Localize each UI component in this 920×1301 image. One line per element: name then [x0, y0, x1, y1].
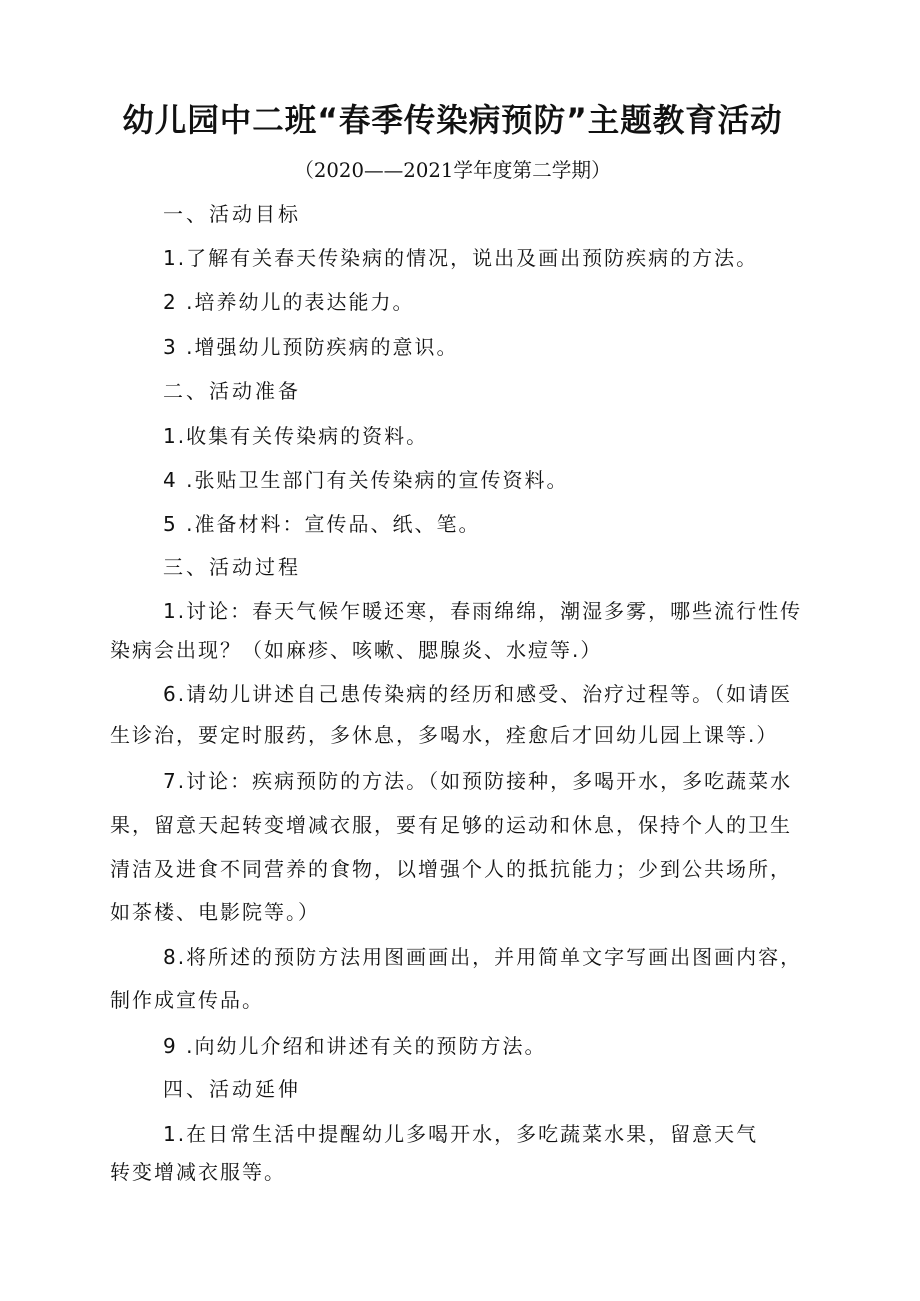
section-heading-extension: 四、活动延伸 [163, 1077, 301, 1101]
process-item-3-line-4: 如茶楼、电影院等。） [110, 900, 320, 924]
process-item-3-line-1: 7.讨论：疾病预防的方法。（如预防接种，多喝开水，多吃蔬菜水 [163, 769, 793, 793]
extension-item-1-line-2: 转变增减衣服等。 [110, 1160, 286, 1184]
process-item-1-line-1: 1.讨论：春天气候乍暖还寒，春雨绵绵，潮湿多雾，哪些流行性传 [163, 599, 803, 623]
document-subtitle: （2020——2021学年度第二学期） [294, 158, 611, 182]
goal-item-1: 1.了解有关春天传染病的情况，说出及画出预防疾病的方法。 [163, 246, 759, 270]
prep-item-2: 4 .张贴卫生部门有关传染病的宣传资料。 [163, 468, 569, 492]
process-item-3-line-2: 果，留意天起转变增减衣服，要有足够的运动和休息，保持个人的卫生 [110, 813, 792, 837]
process-item-1-line-2: 染病会出现？（如麻疹、咳嗽、腮腺炎、水痘等.） [110, 638, 603, 662]
process-item-2-line-2: 生诊治，要定时服药，多休息，多喝水，痊愈后才回幼儿园上课等.） [110, 723, 779, 747]
section-heading-process: 三、活动过程 [163, 555, 301, 579]
document-title: 幼儿园中二班“春季传染病预防”主题教育活动 [122, 101, 783, 139]
process-item-4-line-1: 8.将所述的预防方法用图画画出，并用简单文字写画出图画内容， [163, 945, 803, 969]
section-heading-goals: 一、活动目标 [163, 202, 301, 226]
process-item-2-line-1: 6.请幼儿讲述自己患传染病的经历和感受、治疗过程等。（如请医 [163, 682, 793, 706]
prep-item-3: 5 .准备材料：宣传品、纸、笔。 [163, 512, 481, 536]
process-item-4-line-2: 制作成宣传品。 [110, 988, 264, 1012]
prep-item-1: 1.收集有关传染病的资料。 [163, 424, 429, 448]
extension-item-1-line-1: 1.在日常生活中提醒幼儿多喝开水，多吃蔬菜水果，留意天气 [163, 1122, 759, 1146]
goal-item-3: 3 .增强幼儿预防疾病的意识。 [163, 335, 459, 359]
section-heading-preparation: 二、活动准备 [163, 379, 301, 403]
process-item-3-line-3: 清洁及进食不同营养的食物，以增强个人的抵抗能力；少到公共场所， [110, 857, 792, 881]
process-item-5: 9 .向幼儿介绍和讲述有关的预防方法。 [163, 1034, 547, 1058]
goal-item-2: 2 .培养幼儿的表达能力。 [163, 290, 415, 314]
